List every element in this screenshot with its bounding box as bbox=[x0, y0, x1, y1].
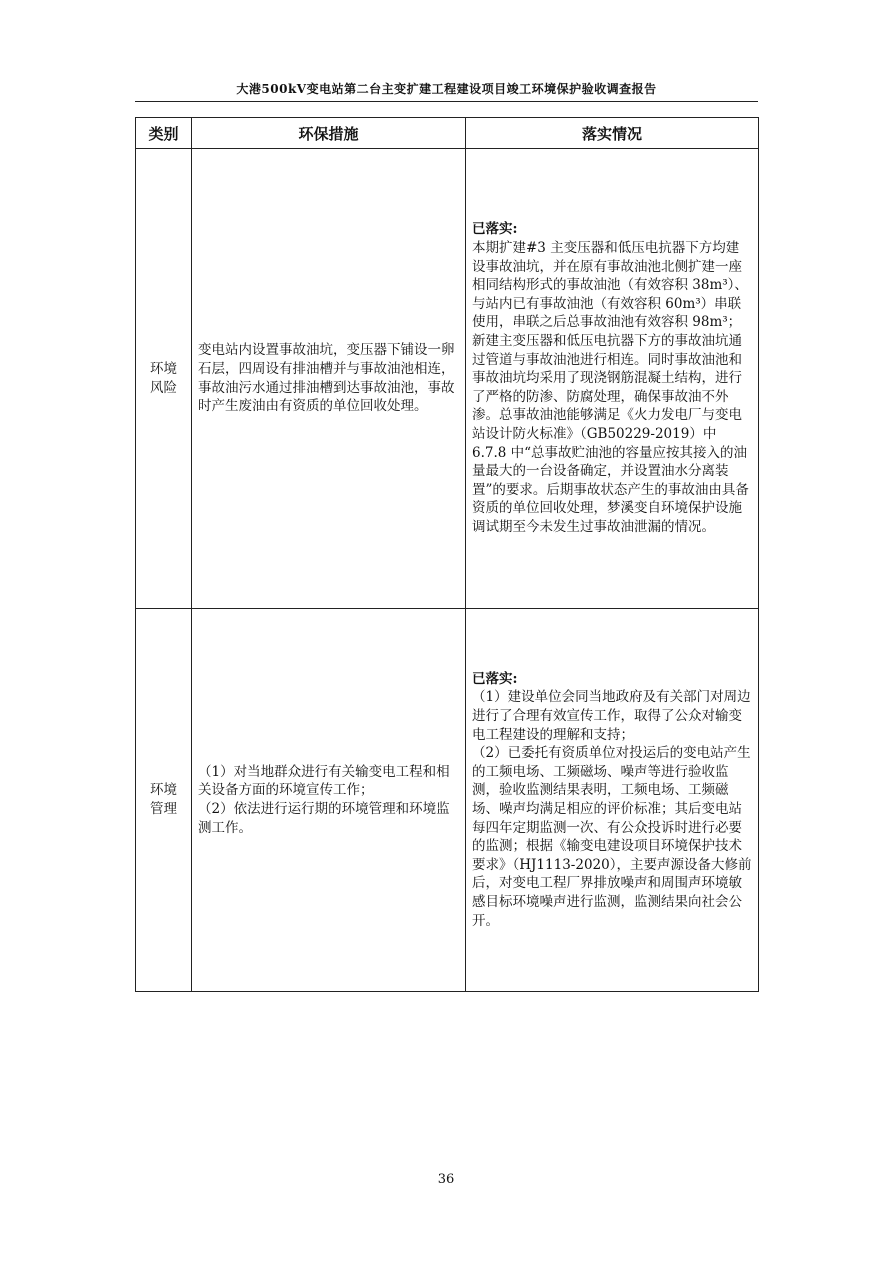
measures-text: （1）对当地群众进行有关输变电工程和相关设备方面的环境宣传工作； bbox=[198, 763, 450, 799]
measures-cell bbox=[192, 609, 466, 992]
status-title: 已落实: bbox=[472, 221, 518, 238]
header-divider bbox=[135, 101, 758, 102]
category-line: 环境 bbox=[150, 360, 177, 377]
category-line: 环境 bbox=[150, 782, 177, 799]
status-text: 本期扩建#3 主变压器和低压电抗器下方均建设事故油坑，并在原有事故油池北侧扩建一座相同结构形式的事故油池（有效容积 38m³）、与站内已有事故油池（有效容积 60m³）串联使用，串联之后总事故油池有效容积 98m³；新建主变压器和低压电抗器下方的事故油坑通过管道与事故油池进行相连。同时事故油池和事故油坑均采用了现浇钢筋混凝土结构，进行了严格的防渗、防腐处理，确保事故油不外渗。总事故油池能够满足《火力发电厂与变电站设计防火标准》（GB50229-2019）中 6.7.8 中“总事故贮油池的容量应按其接入的油量最大的一台设备确定，并设置油水分离装置”的要求。后期事故状态产生的事故油由具备资质的单位回收处理，梦溪变自环境保护设施调试期至今未发生过事故油泄漏的情况。 bbox=[472, 240, 749, 535]
column-header-category: 类别 bbox=[136, 118, 192, 149]
status-title: 已落实: bbox=[472, 670, 518, 687]
measures-cell bbox=[192, 149, 466, 609]
page-number: 36 bbox=[437, 1172, 455, 1187]
measures-text: （2）依法进行运行期的环境管理和环境监测工作。 bbox=[198, 801, 450, 836]
measures-table bbox=[135, 117, 759, 992]
column-header-measures: 环保措施 bbox=[192, 118, 466, 149]
report-header-title: 大港500kV变电站第二台主变扩建工程建设项目竣工环境保护验收调查报告 bbox=[236, 82, 657, 96]
category-line: 管理 bbox=[150, 801, 177, 817]
category-cell bbox=[136, 149, 192, 609]
status-text: （2）已委托有资质单位对投运后的变电站产生的工频电场、工频磁场、噪声等进行验收监测，验收监测结果表明，工频电场、工频磁场、噪声均满足相应的评价标准；其后变电站每四年定期监测一次、有公众投诉时进行必要的监测；根据《输变电建设项目环境保护技术要求》（HJ1113-2020），主要声源设备大修前后，对变电工程厂界排放噪声和周围声环境敏感目标环境噪声进行监测，监测结果向社会公开。 bbox=[472, 745, 752, 929]
category-cell bbox=[136, 609, 192, 992]
category-line: 风险 bbox=[150, 379, 177, 396]
status-cell bbox=[466, 609, 759, 992]
column-header-status: 落实情况 bbox=[466, 118, 759, 149]
status-cell bbox=[466, 149, 759, 609]
status-text: （1）建设单位会同当地政府及有关部门对周边进行了合理有效宣传工作，取得了公众对输变电工程建设的理解和支持； bbox=[472, 689, 751, 743]
table-row bbox=[136, 149, 759, 609]
table-header-row bbox=[136, 118, 759, 149]
table-row bbox=[136, 609, 759, 992]
measures-text: 变电站内设置事故油坑，变压器下铺设一卵石层，四周设有排油槽并与事故油池相连，事故油污水通过排油槽到达事故油池，事故时产生废油由有资质的单位回收处理。 bbox=[198, 342, 455, 415]
